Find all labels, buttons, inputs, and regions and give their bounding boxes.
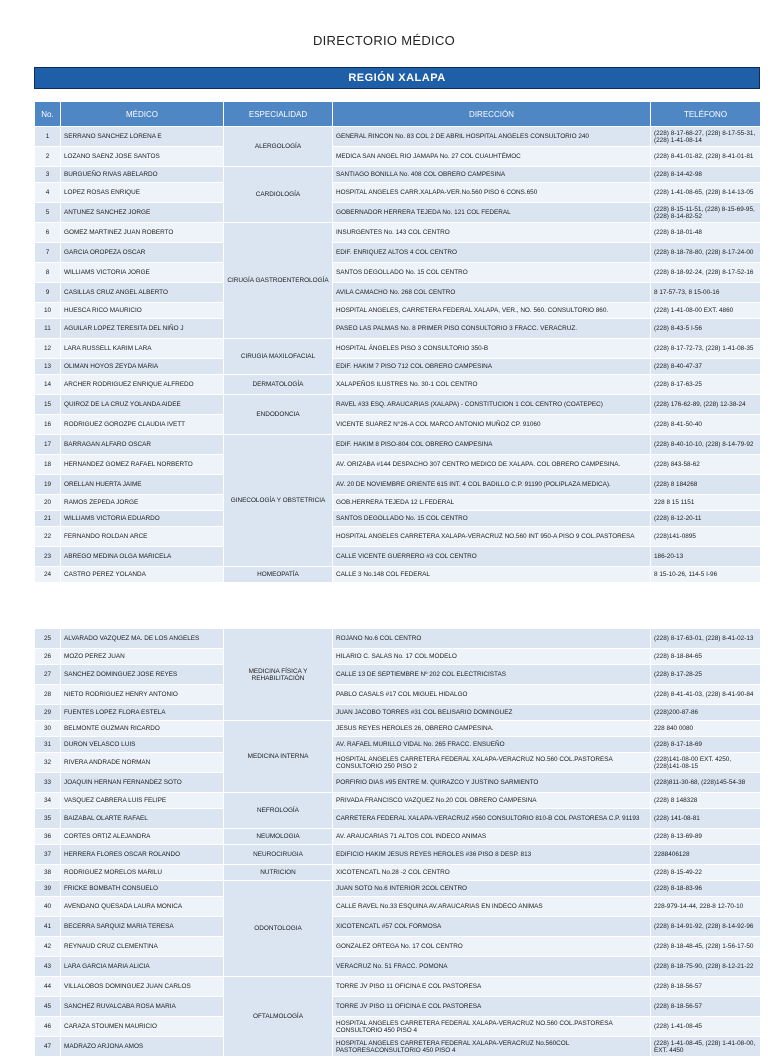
specialty-cell: OFTALMOLOGÍA	[224, 977, 333, 1057]
doctor-name: HERNANDEZ GOMEZ RAFAEL NORBERTO	[61, 455, 224, 475]
address-cell: EDIFICIO HAKIM JESUS REYES HEROLES #36 PISO 8 DESP. 813	[333, 845, 651, 865]
table-row	[35, 773, 761, 793]
address-cell: HOSPITAL ANGELES, CARRETERA FEDERAL XALAPA, VER., NO. 560. CONSULTORIO 860.	[333, 303, 651, 319]
table-row	[35, 527, 761, 547]
row-number: 9	[35, 283, 61, 303]
page-title: DIRECTORIO MÉDICO	[312, 33, 456, 48]
table-row	[35, 455, 761, 475]
table-row	[35, 359, 761, 375]
row-number: 47	[35, 1037, 61, 1057]
doctor-name: MOZO PEREZ JUAN	[61, 649, 224, 665]
row-number: 15	[35, 395, 61, 415]
specialty-cell: NEUMOLOGIA	[224, 829, 333, 845]
table-row	[35, 809, 761, 829]
table-row	[35, 665, 761, 685]
doctor-name: LARA RUSSELL KARIM LARA	[61, 339, 224, 359]
address-cell: TORRE JV PISO 11 OFICINA E COL PASTORESA	[333, 977, 651, 997]
row-number: 13	[35, 359, 61, 375]
table-row	[35, 793, 761, 809]
phone-cell: 8 17-57-73, 8 15-00-16	[651, 283, 761, 303]
address-cell: HOSPITAL ÁNGELES PISO 3 CONSULTORIO 350-B	[333, 339, 651, 359]
table-row	[35, 829, 761, 845]
doctor-name: ARCHER RODRIGUEZ ENRIQUE ALFREDO	[61, 375, 224, 395]
table-body-2	[35, 629, 761, 1057]
address-cell: HOSPITAL ANGELES CARRETERA FEDERAL XALAPA-VERACRUZ NO.560 COL.PASTORESA CONSULTORIO 450 PISO 4	[333, 1017, 651, 1037]
doctor-name: CASTRO PEREZ YOLANDA	[61, 567, 224, 583]
doctor-name: HUESCA RICO MAURICIO	[61, 303, 224, 319]
phone-cell: (228) 8-18-01-48	[651, 223, 761, 243]
doctor-name: CORTES ORTIZ ALEJANDRA	[61, 829, 224, 845]
phone-cell: (228) 8-18-78-80, (228) 8-17-24-00	[651, 243, 761, 263]
doctor-name: LOZANO SAENZ JOSE SANTOS	[61, 147, 224, 167]
header-especialidad: ESPECIALIDAD	[224, 102, 333, 127]
doctor-name: ALVARADO VAZQUEZ MA. DE LOS ANGELES	[61, 629, 224, 649]
phone-cell: 228-979-14-44, 228-8 12-70-10	[651, 897, 761, 917]
address-cell: VICENTE SUAREZ N°26-A COL MARCO ANTONIO MUÑOZ CP. 91060	[333, 415, 651, 435]
address-cell: VERACRUZ No. 51 FRACC. POMONA	[333, 957, 651, 977]
row-number: 27	[35, 665, 61, 685]
phone-cell: (228)200-87-86	[651, 705, 761, 721]
specialty-cell: CARDIOLOGÍA	[224, 167, 333, 223]
row-number: 1	[35, 127, 61, 147]
row-number: 28	[35, 685, 61, 705]
table-row	[35, 183, 761, 203]
doctor-name: RODRIGUEZ GOROZPE CLAUDIA IVETT	[61, 415, 224, 435]
phone-cell: (228) 8-17-68-27, (228) 8-17-55-31, (228) 1-41-08-14	[651, 127, 761, 147]
row-number: 44	[35, 977, 61, 997]
address-cell: PORFIRIO DIAS #95 ENTRE M. QUIRAZCO Y JUSTINO SARMIENTO	[333, 773, 651, 793]
phone-cell: (228) 8 148328	[651, 793, 761, 809]
phone-cell: (228)811-30-68, (228)145-54-38	[651, 773, 761, 793]
phone-cell: (228) 8-18-83-96	[651, 881, 761, 897]
phone-cell: (228) 8-15-11-51, (228) 8-15-69-95, (228) 8-14-82-52	[651, 203, 761, 223]
row-number: 24	[35, 567, 61, 583]
phone-cell: (228) 8-18-84-65	[651, 649, 761, 665]
phone-cell: (228) 8-17-63-25	[651, 375, 761, 395]
address-cell: AV. ORIZABA #144 DESPACHO 307 CENTRO MEDICO DE XALAPA. COL OBRERO CAMPESINA.	[333, 455, 651, 475]
specialty-cell: CIRUGIA MAXILOFACIAL	[224, 339, 333, 375]
doctor-name: DURON VELASCO LUIS	[61, 737, 224, 753]
header-telefono: TELÉFONO	[651, 102, 761, 127]
phone-cell: (228) 1-41-08-65, (228) 8-14-13-05	[651, 183, 761, 203]
table-row	[35, 243, 761, 263]
row-number: 26	[35, 649, 61, 665]
table-row	[35, 339, 761, 359]
doctor-name: VASQUEZ CABRERA LUIS FELIPE	[61, 793, 224, 809]
row-number: 34	[35, 793, 61, 809]
table-row	[35, 705, 761, 721]
specialty-cell: ENDODONCIA	[224, 395, 333, 435]
header-direccion: DIRECCIÓN	[333, 102, 651, 127]
phone-cell: (228) 8-17-28-25	[651, 665, 761, 685]
phone-cell: (228) 141-08-81	[651, 809, 761, 829]
doctor-name: WILLIAMS VICTORIA JORGE	[61, 263, 224, 283]
address-cell: AV. 20 DE NOVIEMBRE ORIENTE 615 INT. 4 COL BADILLO C.P. 91190 (POLIPLAZA MEDICA).	[333, 475, 651, 495]
row-number: 33	[35, 773, 61, 793]
doctor-name: ABREGO MEDINA OLGA MARICELA	[61, 547, 224, 567]
phone-cell: (228)141-08-00 EXT. 4250, (228)141-08-15	[651, 753, 761, 773]
phone-cell: (228) 8-18-48-45, (228) 1-56-17-50	[651, 937, 761, 957]
doctor-name: HERRERA FLORES OSCAR ROLANDO	[61, 845, 224, 865]
row-number: 17	[35, 435, 61, 455]
phone-cell: (228) 8-41-01-82, (228) 8-41-01-81	[651, 147, 761, 167]
row-number: 22	[35, 527, 61, 547]
row-number: 2	[35, 147, 61, 167]
address-cell: CALLE VICENTE GUERRERO #3 COL CENTRO	[333, 547, 651, 567]
doctor-name: RODRIGUEZ MORELOS MARILU	[61, 865, 224, 881]
table-row	[35, 319, 761, 339]
table-row	[35, 203, 761, 223]
address-cell: GOBERNADOR HERRERA TEJEDA No. 121 COL FEDERAL	[333, 203, 651, 223]
header-medico: MÉDICO	[61, 102, 224, 127]
region-header: REGIÓN XALAPA	[34, 67, 760, 89]
phone-cell: (228) 8 184268	[651, 475, 761, 495]
address-cell: XICOTENCATL #57 COL FORMOSA	[333, 917, 651, 937]
header-no: No.	[35, 102, 61, 127]
address-cell: JESUS REYES HEROLES 26, OBRERO CAMPESINA.	[333, 721, 651, 737]
row-number: 37	[35, 845, 61, 865]
address-cell: HOSPITAL ANGELES CARRETERA FEDERAL XALAPA-VERACRUZ NO.560 COL.PASTORESA CONSULTORIO 250 PISO 2	[333, 753, 651, 773]
phone-cell: 2288406128	[651, 845, 761, 865]
row-number: 6	[35, 223, 61, 243]
doctor-name: GOMEZ MARTINEZ JUAN ROBERTO	[61, 223, 224, 243]
address-cell: PABLO CASALS #17 COL MIGUEL HIDALGO	[333, 685, 651, 705]
address-cell: RAVEL #33 ESQ. ARAUCARIAS (XALAPA) - CONSTITUCION 1 COL CENTRO (COATEPEC)	[333, 395, 651, 415]
doctor-name: LARA GARCIA MARIA ALICIA	[61, 957, 224, 977]
doctor-name: BECERRA SARQUIZ MARIA TERESA	[61, 917, 224, 937]
phone-cell: 186-20-13	[651, 547, 761, 567]
table-row	[35, 737, 761, 753]
doctor-name: FRICKE BOMBATH CONSUELO	[61, 881, 224, 897]
doctor-name: SANCHEZ DOMINGUEZ JOSE REYES	[61, 665, 224, 685]
row-number: 11	[35, 319, 61, 339]
row-number: 14	[35, 375, 61, 395]
row-number: 35	[35, 809, 61, 829]
table-row	[35, 937, 761, 957]
specialty-cell: DERMATOLOGÍA	[224, 375, 333, 395]
row-number: 7	[35, 243, 61, 263]
address-cell: MEDICA SAN ANGEL RIO JAMAPA No. 27 COL CUAUHTÉMOC	[333, 147, 651, 167]
phone-cell: (228) 1-41-08-45, (228) 1-41-08-00, EXT. 4450	[651, 1037, 761, 1057]
row-number: 36	[35, 829, 61, 845]
doctor-name: WILLIAMS VICTORIA EDUARDO	[61, 511, 224, 527]
phone-cell: (228) 1-41-08-45	[651, 1017, 761, 1037]
row-number: 21	[35, 511, 61, 527]
table-row	[35, 127, 761, 147]
specialty-cell: ALERGOLOGÍA	[224, 127, 333, 167]
doctor-name: RIVERA ANDRADE NORMAN	[61, 753, 224, 773]
address-cell: HILARIO C. SALAS No. 17 COL MODELO	[333, 649, 651, 665]
row-number: 45	[35, 997, 61, 1017]
table-row	[35, 303, 761, 319]
row-number: 3	[35, 167, 61, 183]
row-number: 20	[35, 495, 61, 511]
address-cell: PASEO LAS PALMAS No. 8 PRIMER PISO CONSULTORIO 3 FRACC. VERACRUZ.	[333, 319, 651, 339]
row-number: 40	[35, 897, 61, 917]
address-cell: PRIVADA FRANCISCO VAZQUEZ No.20 COL OBRERO CAMPESINA	[333, 793, 651, 809]
table-row	[35, 223, 761, 243]
doctor-name: ANTUNEZ SANCHEZ JORGE	[61, 203, 224, 223]
doctor-name: NIETO RODRIGUEZ HENRY ANTONIO	[61, 685, 224, 705]
row-number: 12	[35, 339, 61, 359]
address-cell: HOSPITAL ANGELES CARRETERA XALAPA-VERACRUZ NO.560 INT 950-A PISO 9 COL.PASTORESA	[333, 527, 651, 547]
row-number: 46	[35, 1017, 61, 1037]
row-number: 42	[35, 937, 61, 957]
phone-cell: (228)141-0895	[651, 527, 761, 547]
phone-cell: (228) 8-18-56-57	[651, 997, 761, 1017]
row-number: 31	[35, 737, 61, 753]
doctor-name: AGUILAR LOPEZ TERESITA DEL NIÑO J	[61, 319, 224, 339]
row-number: 39	[35, 881, 61, 897]
phone-cell: 8 15-10-26, 114-5 I-96	[651, 567, 761, 583]
phone-cell: 228 8 15 1151	[651, 495, 761, 511]
doctor-name: MADRAZO ARJONA AMOS	[61, 1037, 224, 1057]
specialty-cell: NEUROCIRUGIA	[224, 845, 333, 865]
table-row	[35, 649, 761, 665]
phone-cell: (228) 8-40-10-10, (228) 8-14-79-92	[651, 435, 761, 455]
phone-cell: 228 840 0080	[651, 721, 761, 737]
table-row	[35, 395, 761, 415]
table-row	[35, 629, 761, 649]
table-row	[35, 167, 761, 183]
row-number: 4	[35, 183, 61, 203]
table-row	[35, 957, 761, 977]
phone-cell: (228) 8-40-47-37	[651, 359, 761, 375]
table-row	[35, 897, 761, 917]
address-cell: CALLE 13 DE SEPTIEMBRE Nº 202 COL ELECTRICISTAS	[333, 665, 651, 685]
specialty-cell: MEDICINA FÍSICA Y REHABILITACIÓN	[224, 629, 333, 721]
row-number: 18	[35, 455, 61, 475]
row-number: 16	[35, 415, 61, 435]
doctor-name: CASILLAS CRUZ ANGEL ALBERTO	[61, 283, 224, 303]
table-row	[35, 865, 761, 881]
phone-cell: (228) 8-41-50-40	[651, 415, 761, 435]
phone-cell: (228) 8-17-72-73, (228) 1-41-08-35	[651, 339, 761, 359]
table-row	[35, 283, 761, 303]
doctor-name: CARAZA STOUMEN MAURICIO	[61, 1017, 224, 1037]
doctor-name: ORELLAN HUERTA JAIME	[61, 475, 224, 495]
specialty-cell: GINECOLOGÍA Y OBSTETRICIA	[224, 435, 333, 567]
specialty-cell: ODONTOLOGIA	[224, 881, 333, 977]
specialty-cell: NEFROLOGÍA	[224, 793, 333, 829]
table-row	[35, 147, 761, 167]
phone-cell: (228) 8-43-5 I-56	[651, 319, 761, 339]
table-row	[35, 1037, 761, 1057]
address-cell: AV. RAFAEL MURILLO VIDAL No. 265 FRACC. ENSUEÑO	[333, 737, 651, 753]
phone-cell: (228) 8-13-69-89	[651, 829, 761, 845]
address-cell: ROJANO No.6 COL CENTRO	[333, 629, 651, 649]
row-number: 25	[35, 629, 61, 649]
doctor-name: QUIROZ DE LA CRUZ YOLANDA AIDEE	[61, 395, 224, 415]
phone-cell: (228) 8-17-63-01, (228) 8-41-02-13	[651, 629, 761, 649]
address-cell: CARRETERA FEDERAL XALAPA-VERACRUZ #560 CONSULTORIO 810-B COL PASTORESA C.P. 91193	[333, 809, 651, 829]
row-number: 30	[35, 721, 61, 737]
table-row	[35, 685, 761, 705]
table-row	[35, 753, 761, 773]
table-row	[35, 917, 761, 937]
row-number: 29	[35, 705, 61, 721]
address-cell: SANTOS DEGOLLADO No. 15 COL CENTRO	[333, 511, 651, 527]
address-cell: EDIF. HAKIM 7 PISO 712 COL OBRERO CAMPESINA	[333, 359, 651, 375]
address-cell: HOSPITAL ANGELES CARRETERA FEDERAL XALAPA-VERACRUZ No.560COL PASTORESACONSULTORIO 450 PISO 4	[333, 1037, 651, 1057]
phone-cell: (228) 843-58-62	[651, 455, 761, 475]
phone-cell: (228) 176-62-89, (228) 12-38-24	[651, 395, 761, 415]
doctor-name: FERNANDO ROLDAN ARCE	[61, 527, 224, 547]
phone-cell: (228) 8-14-42-98	[651, 167, 761, 183]
phone-cell: (228) 1-41-08-00 EXT. 4860	[651, 303, 761, 319]
table-row	[35, 547, 761, 567]
address-cell: XICOTENCATL No.28 -2 COL CENTRO	[333, 865, 651, 881]
specialty-cell: NUTRICION	[224, 865, 333, 881]
doctor-name: JOAQUIN HERNAN FERNANDEZ SOTO	[61, 773, 224, 793]
doctor-name: BELMONTE GUZMAN RICARDO	[61, 721, 224, 737]
address-cell: AV. ARAUCARIAS 71 ALTOS COL INDECO ANIMAS	[333, 829, 651, 845]
doctor-name: LOPEZ ROSAS ENRIQUE	[61, 183, 224, 203]
table-row	[35, 375, 761, 395]
doctor-name: FUENTES LOPEZ FLORA ESTELA	[61, 705, 224, 721]
phone-cell: (228) 8-18-92-24, (228) 8-17-52-16	[651, 263, 761, 283]
doctor-name: OLIMAN HOYOS ZEYDA MARIA	[61, 359, 224, 375]
table-row	[35, 415, 761, 435]
doctor-name: VILLALOBOS DOMINGUEZ JUAN CARLOS	[61, 977, 224, 997]
specialty-cell: CIRUGÍA GASTROENTEROLOGÍA	[224, 223, 333, 339]
address-cell: HOSPITAL ANGELES CARR.XALAPA-VER.No.560 PISO 6 CONS.650	[333, 183, 651, 203]
phone-cell: (228) 8-12-20-11	[651, 511, 761, 527]
row-number: 19	[35, 475, 61, 495]
address-cell: XALAPEÑOS ILUSTRES No. 30-1 COL CENTRO	[333, 375, 651, 395]
doctor-name: SANCHEZ RUVALCABA ROSA MARIA	[61, 997, 224, 1017]
address-cell: SANTOS DEGOLLADO No. 15 COL CENTRO	[333, 263, 651, 283]
row-number: 38	[35, 865, 61, 881]
row-number: 5	[35, 203, 61, 223]
specialty-cell: MEDICINA INTERNA	[224, 721, 333, 793]
table-row	[35, 997, 761, 1017]
table-row	[35, 495, 761, 511]
address-cell: GONZALEZ ORTEGA No. 17 COL CENTRO	[333, 937, 651, 957]
doctor-name: RAMOS ZEPEDA JORGE	[61, 495, 224, 511]
address-cell: EDIF. HAKIM 8 PISO-804 COL OBRERO CAMPESINA	[333, 435, 651, 455]
address-cell: CALLE RAVEL No.33 ESQUINA AV.ARAUCARIAS EN INDECO ANIMAS	[333, 897, 651, 917]
address-cell: AVILA CAMACHO No. 268 COL CENTRO	[333, 283, 651, 303]
phone-cell: (228) 8-18-56-57	[651, 977, 761, 997]
doctor-name: AVENDANO QUESADA LAURA MONICA	[61, 897, 224, 917]
table-body-1	[35, 127, 761, 583]
doctor-name: BURGUEÑO RIVAS ABELARDO	[61, 167, 224, 183]
row-number: 23	[35, 547, 61, 567]
address-cell: GENERAL RINCON No. 83 COL 2 DE ABRIL HOSPITAL ANGELES CONSULTORIO 240	[333, 127, 651, 147]
doctor-name: BAIZABAL OLARTE RAFAEL	[61, 809, 224, 829]
row-number: 43	[35, 957, 61, 977]
doctor-name: SERRANO SANCHEZ LORENA E	[61, 127, 224, 147]
specialty-cell: HOMEOPATÍA	[224, 567, 333, 583]
address-cell: TORRE JV PISO 11 OFICINA E COL PASTORESA	[333, 997, 651, 1017]
address-cell: JUAN JACOBO TORRES #31 COL BELISARIO DOMINGUEZ	[333, 705, 651, 721]
table-row	[35, 475, 761, 495]
table-header-row	[35, 102, 761, 127]
table-row	[35, 567, 761, 583]
row-number: 8	[35, 263, 61, 283]
row-number: 41	[35, 917, 61, 937]
table-row	[35, 881, 761, 897]
table-row	[35, 435, 761, 455]
address-cell: JUAN SOTO No.6 INTERIOR 2COL CENTRO	[333, 881, 651, 897]
phone-cell: (228) 8-15-49-22	[651, 865, 761, 881]
address-cell: INSURGENTES No. 143 COL CENTRO	[333, 223, 651, 243]
table-row	[35, 511, 761, 527]
phone-cell: (228) 8-17-18-69	[651, 737, 761, 753]
phone-cell: (228) 8-14-91-92, (228) 8-14-92-96	[651, 917, 761, 937]
doctor-name: BARRAGAN ALFARO OSCAR	[61, 435, 224, 455]
table-row	[35, 1017, 761, 1037]
doctor-name: REYNAUD CRUZ CLEMENTINA	[61, 937, 224, 957]
address-cell: CALLE 3 No.148 COL FEDERAL	[333, 567, 651, 583]
phone-cell: (228) 8-41-41-03, (228) 8-41-90-84	[651, 685, 761, 705]
address-cell: GOB.HERRERA TEJEDA 12 L.FEDERAL	[333, 495, 651, 511]
table-row	[35, 263, 761, 283]
address-cell: EDIF. ENRIQUEZ ALTOS 4 COL CENTRO	[333, 243, 651, 263]
table-row	[35, 977, 761, 997]
directory-table-2	[34, 628, 761, 1057]
table-row	[35, 721, 761, 737]
directory-table-1	[34, 101, 761, 583]
row-number: 10	[35, 303, 61, 319]
doctor-name: GARCIA OROPEZA OSCAR	[61, 243, 224, 263]
table-row	[35, 845, 761, 865]
address-cell: SANTIAGO BONILLA No. 408 COL OBRERO CAMPESINA	[333, 167, 651, 183]
row-number: 32	[35, 753, 61, 773]
phone-cell: (228) 8-18-75-90, (228) 8-12-21-22	[651, 957, 761, 977]
